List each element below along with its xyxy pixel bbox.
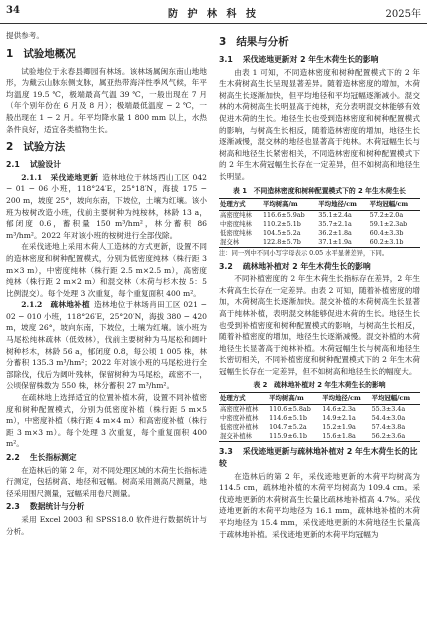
paragraph: 在采伐迹地上采用木荷人工造林的方式更新，设置不同的造林密度和树种配置模式，分别为低密度纯林（株行距 3 m×3 m），中密度纯林（株行距 2.5 m×2.5 m），高密度纯林（株行距 2 m×2 m）和混交林（木荷与杉木按 5：5 比例混交）。每个处理 3 次重复，每个重复面积 400 m²。 (6, 242, 207, 298)
paragraph-text: 造林地位于林场肖田工区 021 − 02 − 010 小班，118°26′E，25°20′N，海拔 380 − 420 m，坡度 26°，坡向东南，下坡位，土壤为红壤。该小班为马尾松纯林疏林（低效林），伐前主要树种为马尾松和阔叶树种杉木，林龄 56 a，郁闭度 0.8，每公顷 1 005 株，林分蓄积 135.3 m³/hm²；2022 年对该小班的马尾松进行全部除伐，伐后为阔叶残林，保留树种为马尾松，疏密不一，公顷保留株数为 550 株，林分蓄积 27 m³/hm²。 (6, 300, 207, 391)
table-cell: 低密度纯林 (220, 228, 252, 237)
column-header: 处理方式 (219, 198, 262, 210)
table-cell: 中密度纯林 (220, 219, 252, 228)
section-number: 3 (219, 36, 227, 48)
table-cell: 中密度补植林 (220, 414, 259, 423)
table-caption: 表 1 不同造林密度和树种配置模式下的 2 年生木荷生长 (233, 186, 406, 195)
table-cell: 110.6±5.8ab (269, 405, 311, 414)
subsection-title: 采伐迹地更新对 2 年生木荷生长的影响 (242, 55, 379, 64)
subsection-heading (219, 261, 420, 273)
table-cell: 57.2±2.0a (369, 210, 404, 219)
paragraph: 试验地位于永春县卿园有林场。该林场属闽东南山地地形，为戴云山脉东侧支脉，属亚热带海洋性季风气候，年平均温度 19.5 ℃，极端最高气温 39 ℃，一般出现在 7 月（年个别年份在 6 月及 8 月）；极端最低温度 − 2 ℃，一般出现在 1 − 2 月。年平均降水量 1 800 mm 以上，水热条件良好，适宜各类植物生长。 (6, 66, 207, 134)
table-cell: 高密度补植林 (220, 405, 259, 414)
section-number: 1 (6, 47, 14, 60)
subsection-title: 疏林地补植对 2 年生木荷生长的影响 (242, 261, 371, 271)
left-column (6, 30, 207, 537)
table-cell: 15.6±1.8a (322, 432, 356, 441)
table-cell: 低密度补植林 (220, 423, 259, 432)
journal-name: 防 护 林 科 技 (168, 9, 259, 20)
table-cell: 高密度纯林 (220, 210, 252, 219)
table-cell: 60.2±3.1b (369, 237, 404, 246)
table-row (219, 238, 420, 248)
table-cell: 56.2±3.6a (371, 432, 406, 441)
table-cell: 35.7±2.1a (318, 219, 352, 228)
section-heading (6, 48, 207, 61)
paragraph: 提供参考。 (6, 31, 44, 40)
section-heading (6, 141, 207, 154)
running-header (0, 0, 427, 24)
table-cell: 115.9±6.1b (269, 432, 307, 441)
column-header: 平均冠幅/cm (369, 198, 420, 210)
table-cell: 37.1±1.9a (318, 237, 352, 246)
table-cell: 122.8±5.7b (262, 237, 301, 246)
table-cell: 59.1±2.3ab (369, 219, 408, 228)
table-cell: 57.4±3.8a (371, 423, 406, 432)
subsection-title: 试验设计 (29, 160, 61, 170)
table-row (219, 220, 420, 229)
subsection-heading (6, 452, 207, 464)
data-table (219, 198, 420, 248)
table-header-row (219, 393, 420, 405)
subsection-title: 生长指标测定 (29, 453, 77, 462)
subsection-heading (6, 501, 207, 513)
page-number: 34 (6, 5, 20, 16)
table-cell: 14.6±2.3a (322, 405, 356, 414)
subsection-title: 数据统计与分析 (29, 502, 85, 512)
section-title: 试验方法 (23, 141, 66, 154)
table-row (219, 229, 420, 238)
table-row (219, 432, 420, 442)
table-cell: 14.9±2.1a (322, 414, 356, 423)
subsection-number: 2.2 (6, 453, 20, 462)
column-header: 平均树高/m (262, 198, 317, 210)
subsection-heading (219, 54, 420, 66)
paragraph (6, 299, 207, 392)
table-cell: 110.2±5.1b (262, 219, 301, 228)
paragraph: 不同补植密度的 2 年生木荷生长指标存在差异，2 年生木荷高生长存在一定差异。由表 2 可知，随着补植密度的增加，木荷树高生长逐渐加快。混交补植的木荷树高生长显著高于纯林补植，表明混交林能够促进木荷的生长。地径生长也受到补植密度和树种配置模式的影响，与树高生长相反，随着补植密度的增加，地径生长逐渐减慢。混交补植的木荷地径生长显著高于纯林补植。木荷冠幅生长与树高和地径生长密切相关，不同补植密度和树种配置模式下的 2 年生木荷冠幅生长存在一定差异，但不如树高和地径生长的幅度大。 (219, 274, 420, 376)
table-cell: 36.2±1.8a (318, 228, 352, 237)
column-header: 平均树高/m (268, 393, 321, 405)
subsection-heading (6, 159, 207, 171)
table-cell: 104.5±5.2a (262, 228, 301, 237)
subsection-number: 3.2 (219, 261, 233, 271)
table-header-row (219, 198, 420, 210)
subsection-number: 2.3 (6, 502, 20, 512)
table-cell: 60.4±3.3b (369, 228, 404, 237)
section-title: 试验地概况 (23, 47, 76, 60)
paragraph: 由表 1 可知，不同造林密度和树种配置模式下的 2 年生木荷树高生长呈现显著差异。随着造林密度的增加，木荷树高生长逐渐加快，但平均地径和平均冠幅逐渐减小。混交林的木荷树高生长明显高于纯林，充分表明混交林能够有效促进木荷的生长。地径生长也受到造林密度和树种配置模式的影响，与树高生长相反，随着造林密度的增加，地径生长逐渐减慢，混交林的地径也显著高于纯林。木荷冠幅生长与树高和地径生长紧密相关，不同造林密度和树种配置模式下的 2 年生木荷冠幅生长存在一定差异，但不如树高和地径生长明显。 (219, 67, 420, 181)
paragraph: 在造林后的第 2 年，对不同处理区域的木荷生长指标进行测定，包括树高、地径和冠幅。树高采用测高尺测量，地径采用围尺测量，冠幅采用卷尺测量。 (6, 465, 207, 498)
section-title: 结果与分析 (236, 36, 289, 48)
table-cell: 54.4±3.0a (371, 414, 406, 423)
table-cell: 混交补植林 (220, 432, 252, 441)
column-header: 平均地径/cm (321, 393, 370, 405)
run-in-heading: 2.1.1 采伐迹地更新 (21, 172, 99, 182)
subsection-heading (219, 446, 420, 469)
data-table (219, 392, 420, 442)
paragraph: 在疏林地上选择适宜的位置补植木荷，设置不同补植密度和树种配置模式，分别为低密度补植（株行距 5 m×5 m），中密度补植（株行距 4 m×4 m）和高密度补植（株行距 3 m×3 m）。每个处理 3 次重复，每个重复面积 400 m²。 (6, 393, 207, 449)
table-row (219, 210, 420, 220)
column-header: 平均地径/cm (317, 198, 368, 210)
run-in-heading: 2.1.2 疏林地补植 (21, 300, 90, 310)
subsection-number: 3.3 (219, 447, 233, 457)
paragraph: 采用 Excel 2003 和 SPSS18.0 软件进行数据统计与分析。 (6, 514, 207, 536)
paragraph-text: 造林地位于林场西山工区 042 − 01 − 06 小班，118°24′E，25°18′N，海拔 175 − 200 m，坡度 25°，坡向东南，下坡位，土壤为红壤。该小班为桉树改造小班，伐前主要树种为纯桉林，林龄 13 a，郁闭度 0.6，蓄积量 150 m³/hm²，林分蓄积 86 m³/hm²。2022 年对该小班的桉树进行全部伐除。 (6, 172, 207, 240)
column-header: 处理方式 (219, 393, 268, 405)
paragraph (6, 172, 207, 242)
table-cell: 114.6±5.1b (269, 414, 307, 423)
subsection-number: 2.1 (6, 160, 20, 170)
header-year: 2025年 (385, 9, 421, 20)
section-heading (219, 36, 420, 49)
table-cell: 混交林 (220, 237, 240, 246)
section-number: 2 (6, 141, 14, 154)
column-header: 平均冠幅/cm (371, 393, 420, 405)
table-cell: 55.3±3.4a (371, 405, 406, 414)
subsection-title: 采伐迹地更新与疏林地补植对 2 年生木荷生长的比较 (219, 447, 418, 469)
table-cell: 35.1±2.4a (318, 210, 352, 219)
table-cell: 116.6±5.9ab (262, 210, 305, 219)
table-note: 注：同一列中不同小写字母表示 0.05 水平显著差异，下同。 (219, 249, 389, 257)
right-column (219, 30, 420, 540)
subsection-number: 3.1 (219, 55, 233, 64)
paragraph: 在造林后的第 2 年，采伐迹地更新的木荷平均树高为 114.5 cm，疏林地补植的木荷平均树高为 109.4 cm。采伐迹地更新的木荷树高生长量比疏林地补植高 4.7%。采伐迹地更新的木荷平均地径为 16.1 mm，疏林地补植的木荷平均地径为 15.4 mm，采伐迹地更新的木荷地径生长量高于疏林地补植。采伐迹地更新的木荷平均冠幅为 (219, 471, 420, 539)
table-cell: 15.2±1.9a (322, 423, 356, 432)
table-caption: 表 2 疏林地补植对 2 年生木荷生长的影响 (253, 381, 386, 390)
table-cell: 104.7±5.2a (269, 423, 307, 432)
